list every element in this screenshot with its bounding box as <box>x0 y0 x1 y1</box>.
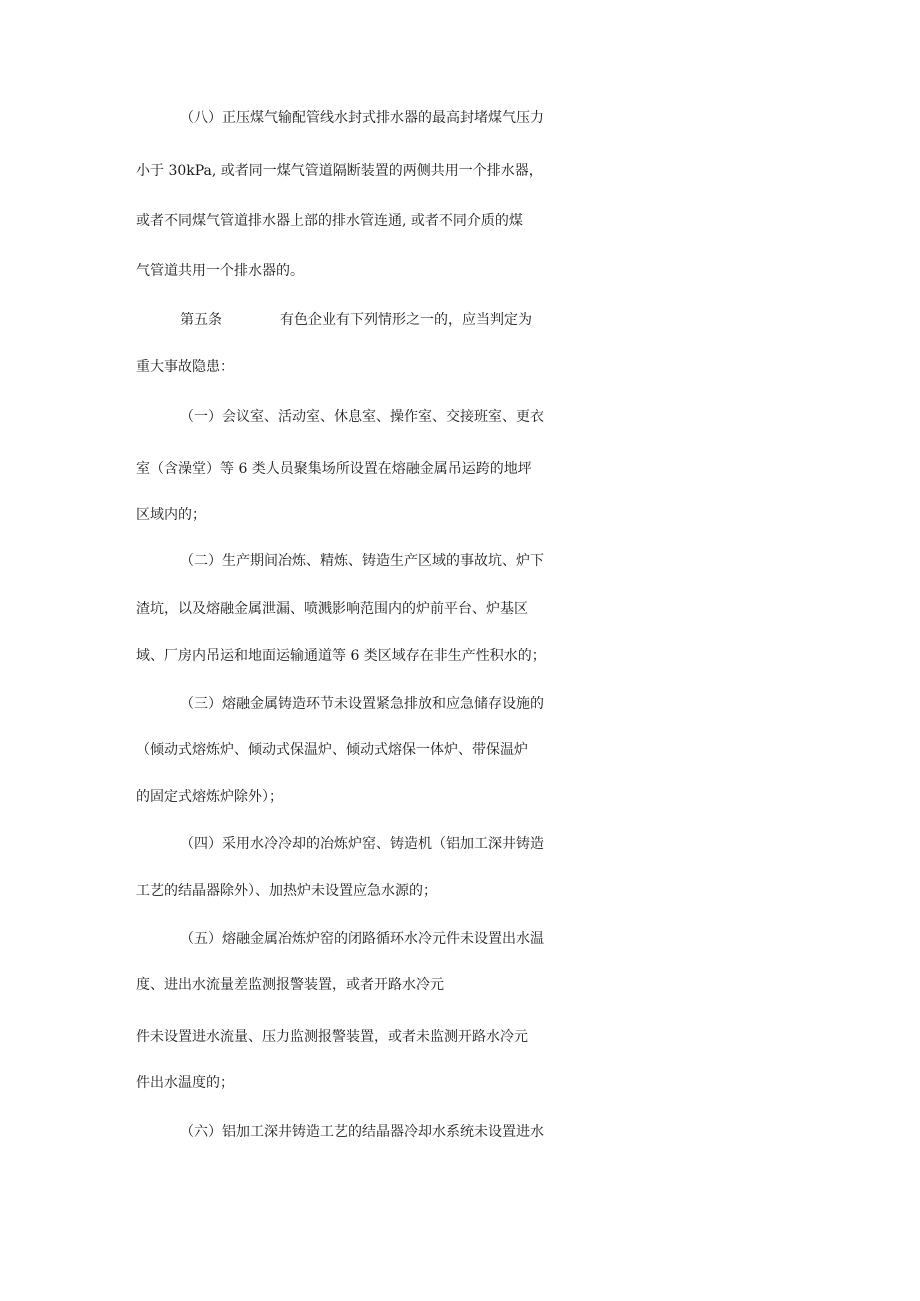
paragraph-line: （三）熔融金属铸造环节未设置紧急排放和应急储存设施的 <box>180 696 544 712</box>
paragraph-line: 渣坑，以及熔融金属泄漏、喷溅影响范围内的炉前平台、炉基区 <box>136 601 528 617</box>
paragraph-line: 域、厂房内吊运和地面运输通道等 6 类区域存在非生产性积水的； <box>136 648 546 664</box>
paragraph-line: 度、进出水流量差监测报警装置，或者开路水冷元 <box>136 977 444 993</box>
paragraph-line: （五）熔融金属冶炼炉窑的闭路循环水冷元件未设置出水温 <box>180 931 544 947</box>
paragraph-line: 重大事故隐患： <box>136 359 234 375</box>
paragraph-line: （倾动式熔炼炉、倾动式保温炉、倾动式熔保一体炉、带保温炉 <box>136 742 528 758</box>
paragraph-line: （一）会议室、活动室、休息室、操作室、交接班室、更衣 <box>180 409 544 425</box>
paragraph-line: （二）生产期间冶炼、精炼、铸造生产区域的事故坑、炉下 <box>180 553 544 569</box>
paragraph-line: （八）正压煤气输配管线水封式排水器的最高封堵煤气压力 <box>180 110 544 126</box>
article-heading-line <box>0 305 920 335</box>
paragraph-line: （六）铝加工深井铸造工艺的结晶器冷却水系统未设置进水 <box>180 1124 544 1140</box>
article-number: 第五条 <box>180 312 222 328</box>
paragraph-line: 气管道共用一个排水器的。 <box>136 263 304 279</box>
paragraph-line: 件出水温度的； <box>136 1075 234 1091</box>
article-text: 有色企业有下列情形之一的，应当判定为 <box>280 312 532 328</box>
paragraph-line: 小于 30kPa, 或者同一煤气管道隔断装置的两侧共用一个排水器， <box>136 163 543 179</box>
paragraph-line: （四）采用水冷冷却的冶炼炉窑、铸造机（铝加工深井铸造 <box>180 836 544 852</box>
paragraph-line: 件未设置进水流量、压力监测报警装置，或者未监测开路水冷元 <box>136 1029 528 1045</box>
paragraph-line: 或者不同煤气管道排水器上部的排水管连通, 或者不同介质的煤 <box>136 213 523 229</box>
paragraph-line: 工艺的结晶器除外）、加热炉未设置应急水源的； <box>136 883 437 899</box>
paragraph-line: 室（含澡堂）等 6 类人员聚集场所设置在熔融金属吊运跨的地坪 <box>136 461 532 477</box>
paragraph-line: 的固定式熔炼炉除外）； <box>136 789 283 805</box>
paragraph-line: 区域内的； <box>136 507 206 523</box>
